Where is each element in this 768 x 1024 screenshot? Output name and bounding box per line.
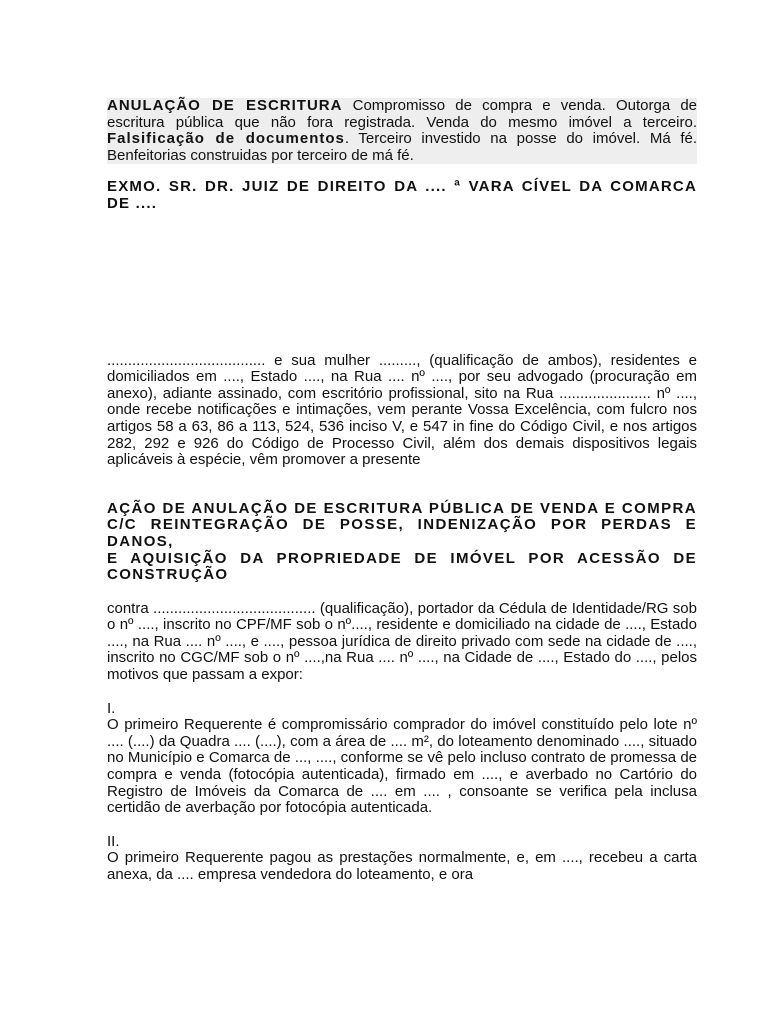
blank-space — [107, 469, 697, 501]
action-title — [107, 501, 697, 584]
case-summary — [107, 98, 697, 164]
section-2-numeral: II. — [107, 832, 120, 850]
against-paragraph: contra ....................................... (qualificação), portador da Cédula de Identidade/RG sob o nº ...., inscrito no CPF/MF sob o nº...., residente e domiciliado na cidade de ...., Estado ...., na Rua .... nº ...., e ...., pessoa jurídica de direito privado com sede na cidade de ...., inscrito no CGC/MF sob o nº ....,na Rua .... nº ...., na Cidade de ...., Estado do ...., pelos motivos que passam a expor: — [107, 599, 697, 684]
action-title-line-1: AÇÃO DE ANULAÇÃO DE ESCRITURA PÚBLICA DE VENDA E COMPRA C/C REINTEGRAÇÃO DE POSSE, INDENIZAÇÃO POR PERDAS E DANOS, — [107, 499, 697, 550]
document-page — [107, 98, 697, 884]
summary-heading: ANULAÇÃO DE ESCRITURA — [107, 97, 343, 114]
blank-space — [107, 213, 697, 353]
blank-space — [107, 584, 697, 601]
summary-text-2: . Terceiro investido na posse do imóvel. Má fé. Benfeitorias construidas por terceiro de má fé. — [107, 130, 697, 164]
summary-text-1: Compromisso de compra e venda. Outorga de escritura pública que não fora registrada. Venda do mesmo imóvel a terceiro. — [107, 97, 698, 131]
section-2-text: O primeiro Requerente pagou as prestações normalmente, e, em ...., recebeu a carta anexa, da .... empresa vendedora do loteamento, e ora — [107, 849, 697, 883]
addressee: EXMO. SR. DR. JUIZ DE DIREITO DA .... ª VARA CÍVEL DA COMARCA DE .... — [107, 178, 697, 212]
intro-paragraph: ...................................... e sua mulher ........., (qualificação de ambos), residentes e domiciliados em ...., Estado ...., na Rua .... nº ...., por seu advogado (procuração em anexo), adiante assinado, com escritório profissional, sito na Rua ...................... nº ...., onde recebe notificações e intimações, vem perante Vossa Excelência, com fulcro nos artigos 58 a 63, 86 a 113, 524, 536 inciso V, e 547 in fine do Código Civil, e nos artigos 282, 292 e 926 do Código de Processo Civil, além dos demais dispositivos legais aplicáveis à espécie, vêm promover a presente — [107, 351, 697, 469]
blank-space — [107, 817, 697, 834]
summary-bold-forgery: Falsificação de documentos — [107, 130, 345, 148]
action-title-line-2: E AQUISIÇÃO DA PROPRIEDADE DE IMÓVEL POR ACESSÃO DE CONSTRUÇÃO — [107, 549, 697, 584]
section-1-text: O primeiro Requerente é compromissário comprador do imóvel constituído pelo lote nº .... (....) da Quadra .... (....), com a área de .... m², do loteamento denominado ...., situado no Município e Comarca de ..., ...., conforme se vê pelo incluso contrato de promessa de compra e venda (fotocópia autenticada), firmado em ...., e averbado no Cartório do Registro de Imóveis da Comarca de .... em .... , consoante se verifica pela inclusa certidão de averbação por fotocópia autenticada. — [107, 716, 697, 817]
blank-space — [107, 684, 697, 701]
section-1-numeral: I. — [107, 699, 116, 717]
